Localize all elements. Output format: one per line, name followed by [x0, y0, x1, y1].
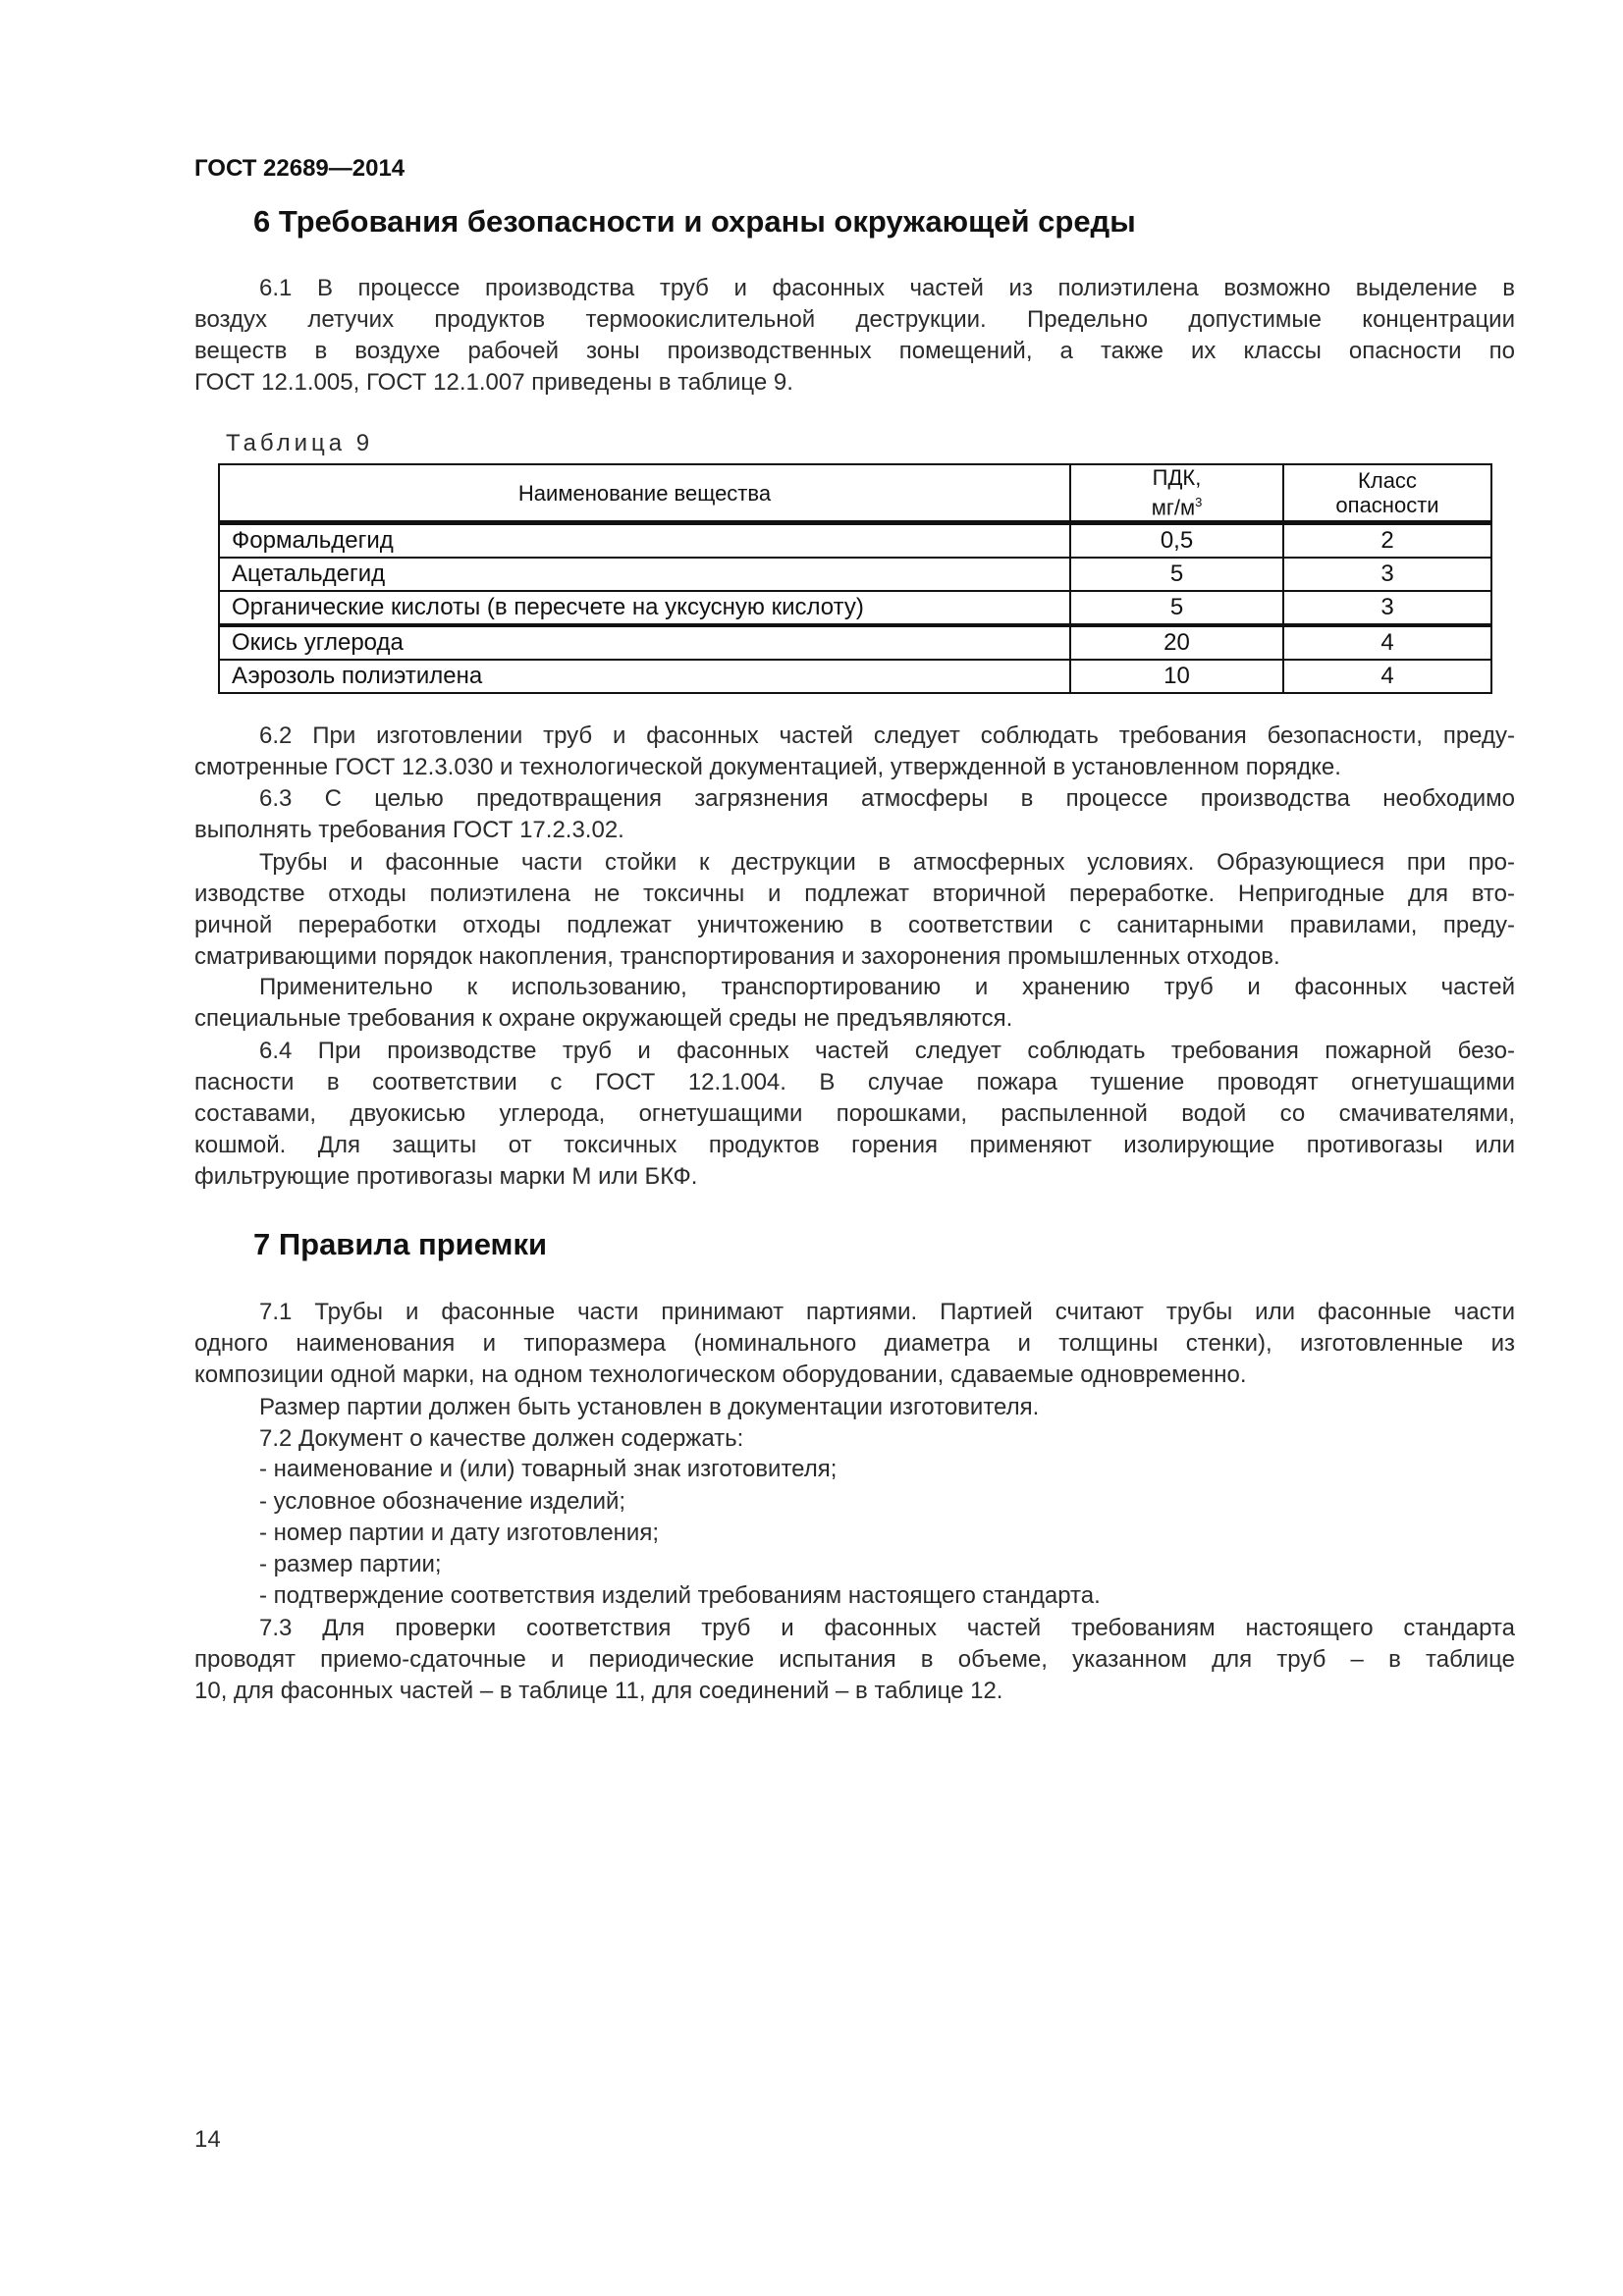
page-number: 14 — [194, 2126, 221, 2153]
header-substance: Наименование вещества — [219, 464, 1070, 523]
list-item: - подтверждение соответствия изделий требованиям настоящего стандарта. — [259, 1582, 1101, 1609]
paragraph-6-3-line: выполнять требования ГОСТ 17.2.3.02. — [194, 817, 624, 843]
paragraph-7-1-line: 7.1 Трубы и фасонные части принимают партиями. Партией считают трубы или фасонные части — [259, 1299, 1515, 1325]
list-item: - условное обозначение изделий; — [259, 1488, 626, 1515]
paragraph-7-1-line: одного наименования и типоразмера (номинального диаметра и толщины стенки), изготовленные из — [194, 1330, 1515, 1357]
paragraph-waste-line: сматривающими порядок накопления, транспортирования и захоронения промышленных отходов. — [194, 943, 1280, 970]
cell-substance: Окись углерода — [219, 625, 1070, 660]
table-9 — [218, 463, 1492, 694]
table-header-row — [219, 464, 1491, 523]
paragraph-6-2-line: 6.2 При изготовлении труб и фасонных частей следует соблюдать требования безопасности, преду- — [259, 722, 1515, 749]
cell-pdk: 10 — [1070, 660, 1283, 693]
paragraph-6-1-line: 6.1 В процессе производства труб и фасонных частей из полиэтилена возможно выделение в — [259, 275, 1515, 301]
paragraph-6-4-line: пасности в соответствии с ГОСТ 12.1.004. В случае пожара тушение проводят огнетушащими — [194, 1069, 1515, 1095]
section-6-title: 6 Требования безопасности и охраны окружающей среды — [253, 204, 1136, 239]
cell-pdk: 5 — [1070, 558, 1283, 591]
cell-substance: Ацетальдегид — [219, 558, 1070, 591]
paragraph-7-2: 7.2 Документ о качестве должен содержать: — [259, 1425, 744, 1452]
paragraph-6-1-line: ГОСТ 12.1.005, ГОСТ 12.1.007 приведены в таблице 9. — [194, 369, 793, 396]
cell-class: 4 — [1283, 660, 1491, 693]
list-item: - размер партии; — [259, 1551, 442, 1577]
paragraph-7-1-line: композиции одной марки, на одном технологическом оборудовании, сдаваемые одновременно. — [194, 1362, 1247, 1388]
paragraph-environment-line: специальные требования к охране окружающей среды не предъявляются. — [194, 1005, 1013, 1032]
paragraph-7-3-line: 7.3 Для проверки соответствия труб и фасонных частей требованиям настоящего стандарта — [259, 1615, 1515, 1641]
cell-class: 3 — [1283, 591, 1491, 625]
paragraph-6-1-line: веществ в воздухе рабочей зоны производственных помещений, а также их классы опасности по — [194, 338, 1515, 364]
cell-pdk: 20 — [1070, 625, 1283, 660]
paragraph-6-4-line: составами, двуокисью углерода, огнетушащими порошками, распыленной водой со смачивателями, — [194, 1100, 1515, 1127]
table-row — [219, 660, 1491, 693]
cell-class: 2 — [1283, 523, 1491, 559]
cell-substance: Формальдегид — [219, 523, 1070, 559]
paragraph-environment-line: Применительно к использованию, транспортированию и хранению труб и фасонных частей — [259, 974, 1515, 1000]
paragraph-7-3-line: проводят приемо-сдаточные и периодические испытания в объеме, указанном для труб – в таблице — [194, 1646, 1515, 1673]
table-row — [219, 625, 1491, 660]
cell-substance: Органические кислоты (в пересчете на уксусную кислоту) — [219, 591, 1070, 625]
cell-pdk: 5 — [1070, 591, 1283, 625]
cell-pdk: 0,5 — [1070, 523, 1283, 559]
table-caption: Таблица 9 — [226, 430, 374, 456]
paragraph-6-4-line: 6.4 При производстве труб и фасонных частей следует соблюдать требования пожарной безо- — [259, 1038, 1515, 1064]
paragraph-waste-line: изводстве отходы полиэтилена не токсичны и подлежат вторичной переработке. Непригодные для вто- — [194, 881, 1515, 907]
paragraph-6-4-line: кошмой. Для защиты от токсичных продуктов горения применяют изолирующие противогазы или — [194, 1132, 1515, 1158]
table-row — [219, 591, 1491, 625]
cell-class: 3 — [1283, 558, 1491, 591]
cell-substance: Аэрозоль полиэтилена — [219, 660, 1070, 693]
list-item: - номер партии и дату изготовления; — [259, 1520, 659, 1546]
section-7-title: 7 Правила приемки — [253, 1227, 548, 1261]
table-row — [219, 523, 1491, 559]
list-item: - наименование и (или) товарный знак изготовителя; — [259, 1456, 838, 1482]
paragraph-7-3-line: 10, для фасонных частей – в таблице 11, для соединений – в таблице 12. — [194, 1678, 1003, 1704]
paragraph-waste-line: ричной переработки отходы подлежат уничтожению в соответствии с санитарными правилами, преду- — [194, 912, 1515, 938]
header-hazard-class: Класс опасности — [1283, 464, 1491, 523]
table-row — [219, 558, 1491, 591]
cell-class: 4 — [1283, 625, 1491, 660]
paragraph-lot-size: Размер партии должен быть установлен в документации изготовителя. — [259, 1394, 1040, 1420]
header-pdk: ПДК, $мг/м^3$ — [1070, 464, 1283, 523]
paragraph-6-3-line: 6.3 С целью предотвращения загрязнения атмосферы в процессе производства необходимо — [259, 785, 1515, 812]
paragraph-6-1-line: воздух летучих продуктов термоокислительной деструкции. Предельно допустимые концентрации — [194, 306, 1515, 333]
document-header: ГОСТ 22689—2014 — [194, 155, 406, 182]
paragraph-6-2-line: смотренные ГОСТ 12.3.030 и технологической документацией, утвержденной в установленном порядке. — [194, 754, 1341, 780]
paragraph-waste-line: Трубы и фасонные части стойки к деструкции в атмосферных условиях. Образующиеся при про- — [259, 849, 1515, 876]
paragraph-6-4-line: фильтрующие противогазы марки М или БКФ. — [194, 1163, 698, 1190]
